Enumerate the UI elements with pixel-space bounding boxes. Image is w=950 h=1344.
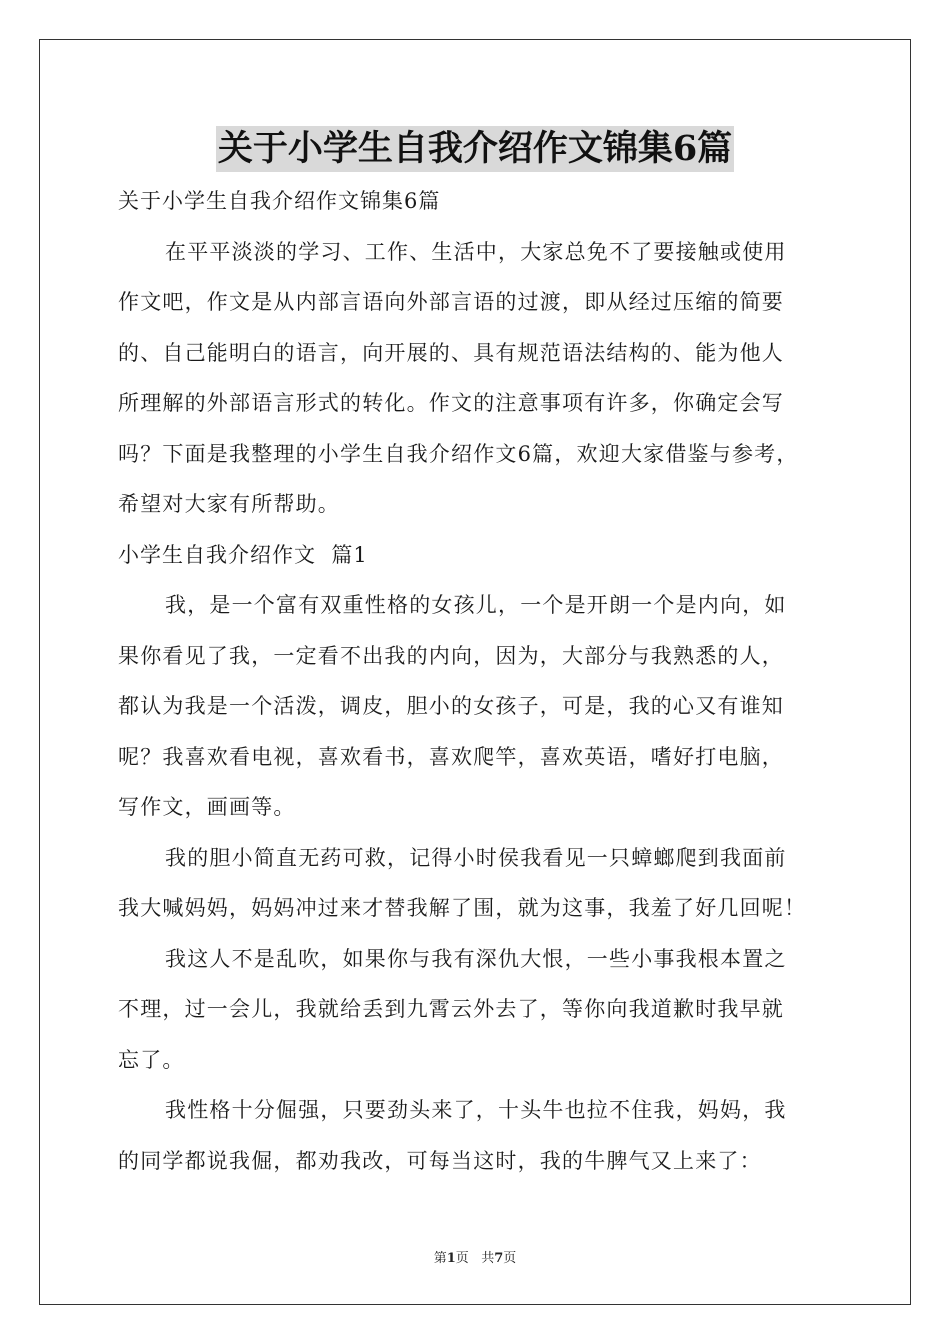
paragraph-line: 的同学都说我倔，都劝我改，可每当这时，我的牛脾气又上来了： xyxy=(118,1148,762,1173)
paragraph-line: 都认为我是一个活泼，调皮，胆小的女孩子，可是，我的心又有谁知 xyxy=(118,694,784,718)
paragraph-line: 我的胆小简直无药可救，记得小时侯我看见一只蟑螂爬到我面前 xyxy=(165,845,787,870)
paragraph-line: 呢？我喜欢看电视，喜欢看书，喜欢爬竿，喜欢英语，嗜好打电脑， xyxy=(118,744,784,769)
footer-suffix: 页 xyxy=(503,1251,517,1266)
footer-prefix: 第 xyxy=(433,1251,447,1266)
section-paragraph-4 xyxy=(118,1085,838,1186)
total-pages-number: 7 xyxy=(494,1251,504,1266)
paragraph-line: 我大喊妈妈，妈妈冲过来才替我解了围，就为这事，我羞了好几回呢！ xyxy=(118,896,807,920)
paragraph-line: 所理解的外部语言形式的转化。作文的注意事项有许多，你确定会写 xyxy=(118,391,784,415)
document-title: 关于小学生自我介绍作文锦集6篇 xyxy=(216,126,734,172)
document-subtitle: 关于小学生自我介绍作文锦集6篇 xyxy=(118,189,441,213)
paragraph-line: 我性格十分倔强，只要劲头来了，十头牛也拉不住我，妈妈，我 xyxy=(165,1098,787,1122)
footer-middle: 页 共 xyxy=(455,1251,495,1266)
section-paragraph-2 xyxy=(118,833,838,934)
document-body xyxy=(118,176,838,1186)
paragraph-line: 在平平淡淡的学习、工作、生活中，大家总免不了要接触或使用 xyxy=(165,239,787,264)
paragraph-line: 吗？下面是我整理的小学生自我介绍作文6篇，欢迎大家借鉴与参考， xyxy=(118,441,799,466)
section-paragraph-3 xyxy=(118,934,838,1086)
page-footer xyxy=(0,1247,950,1266)
paragraph-line: 希望对大家有所帮助。 xyxy=(118,492,340,516)
section-paragraph-1 xyxy=(118,580,838,833)
paragraph-line: 果你看见了我，一定看不出我的内向，因为，大部分与我熟悉的人， xyxy=(118,643,784,668)
paragraph-line: 作文吧，作文是从内部言语向外部言语的过渡，即从经过压缩的简要 xyxy=(118,290,784,314)
title-container xyxy=(0,126,950,172)
paragraph-line: 写作文，画画等。 xyxy=(118,795,296,819)
paragraph-line: 我，是一个富有双重性格的女孩儿，一个是开朗一个是内向，如 xyxy=(165,593,787,617)
paragraph-line: 的、自己能明白的语言，向开展的、具有规范语法结构的、能为他人 xyxy=(118,340,784,365)
intro-paragraph xyxy=(118,227,838,530)
paragraph-line: 忘了。 xyxy=(118,1047,185,1072)
paragraph-line: 我这人不是乱吹，如果你与我有深仇大恨，一些小事我根本置之 xyxy=(165,946,787,971)
current-page-number: 1 xyxy=(446,1251,456,1266)
paragraph-line: 不理，过一会儿，我就给丢到九霄云外去了，等你向我道歉时我早就 xyxy=(118,997,784,1021)
section-heading: 小学生自我介绍作文 篇1 xyxy=(118,542,368,567)
